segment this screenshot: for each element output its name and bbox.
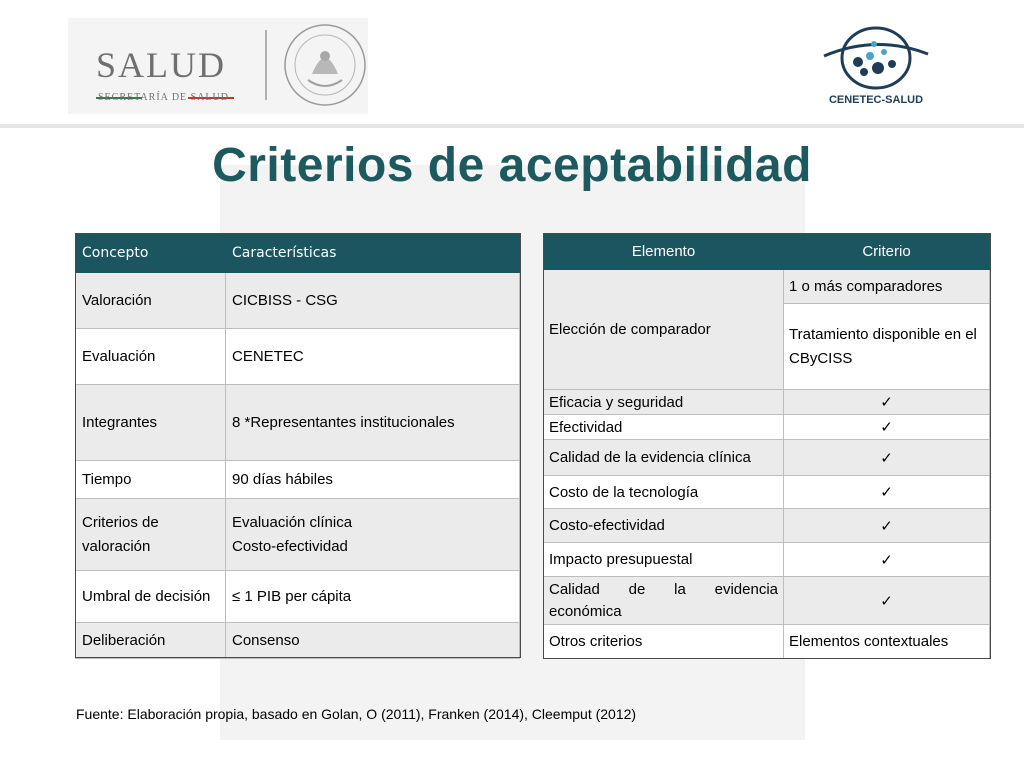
check-icon: ✓ (784, 390, 990, 415)
check-icon: ✓ (784, 577, 990, 625)
logo-divider (265, 30, 267, 100)
page-title: Criterios de aceptabilidad (212, 139, 812, 192)
table-row (544, 476, 990, 509)
concept-cell: Evaluación (76, 329, 226, 385)
table-row (544, 509, 990, 543)
element-cell: Otros criterios (544, 625, 784, 659)
element-cell: Elección de comparador (544, 270, 784, 390)
header-divider (0, 124, 1024, 128)
element-cell (544, 577, 784, 625)
criterion-cell: Tratamiento disponible en el CByCISS (784, 304, 990, 390)
table-row (76, 329, 520, 385)
salud-logo-color-bar (96, 86, 236, 88)
check-icon: ✓ (784, 543, 990, 577)
table-row (544, 543, 990, 577)
concept-table (75, 233, 520, 659)
element-cell: Eficacia y seguridad (544, 390, 784, 415)
element-line: económica (549, 602, 622, 620)
table-row (76, 273, 520, 329)
characteristics-line: Costo-efectividad (232, 537, 348, 555)
criterion-cell: Elementos contextuales (784, 625, 990, 659)
characteristics-cell (226, 499, 520, 571)
salud-logo (68, 18, 368, 114)
characteristics-line: Evaluación clínica (232, 513, 353, 531)
table-row (544, 440, 990, 476)
cenetec-globe-icon (812, 24, 940, 92)
table-row (76, 385, 520, 461)
characteristics-cell: Consenso (226, 623, 520, 659)
element-line: Calidad de la evidencia (549, 580, 778, 598)
characteristics-cell: 90 días hábiles (226, 461, 520, 499)
characteristics-cell: CENETEC (226, 329, 520, 385)
table-row (544, 390, 990, 415)
concept-line: Criterios de (82, 513, 159, 531)
table-row (544, 577, 990, 625)
concept-cell: Valoración (76, 273, 226, 329)
characteristics-cell: CICBISS - CSG (226, 273, 520, 329)
check-icon: ✓ (784, 476, 990, 509)
concept-cell: Integrantes (76, 385, 226, 461)
check-icon: ✓ (784, 415, 990, 440)
characteristics-header: Características (226, 234, 520, 273)
table-row (76, 623, 520, 659)
element-cell: Calidad de la evidencia clínica (544, 440, 784, 476)
table-row (544, 415, 990, 440)
concept-header: Concepto (76, 234, 226, 273)
concept-cell: Deliberación (76, 623, 226, 659)
cenetec-logo (812, 24, 940, 114)
criterion-header: Criterio (784, 234, 990, 270)
concept-cell: Umbral de decisión (76, 571, 226, 623)
cenetec-label: CENETEC-SALUD (828, 94, 924, 106)
element-cell: Costo-efectividad (544, 509, 784, 543)
criterion-cell: 1 o más comparadores (784, 270, 990, 304)
check-icon: ✓ (784, 440, 990, 476)
concept-cell (76, 499, 226, 571)
table-row (76, 461, 520, 499)
criteria-table (543, 233, 990, 659)
header-banner (0, 0, 1024, 124)
salud-logo-title: SALUD (96, 45, 227, 85)
characteristics-cell: 8 *Representantes institucionales (226, 385, 520, 461)
table-row (76, 499, 520, 571)
source-note: Fuente: Elaboración propia, basado en Golan, O (2011), Franken (2014), Cleemput (2012) (76, 706, 637, 722)
element-cell: Impacto presupuestal (544, 543, 784, 577)
element-cell: Costo de la tecnología (544, 476, 784, 509)
table-row (544, 270, 990, 304)
element-cell: Efectividad (544, 415, 784, 440)
element-header: Elemento (544, 234, 784, 270)
salud-logo-subtitle: SECRETARÍA DE SALUD (98, 92, 229, 103)
table-row (76, 571, 520, 623)
table-row (544, 625, 990, 659)
concept-cell: Tiempo (76, 461, 226, 499)
characteristics-cell: ≤ 1 PIB per cápita (226, 571, 520, 623)
concept-line: valoración (82, 537, 151, 555)
mexico-seal-icon (282, 22, 368, 108)
check-icon: ✓ (784, 509, 990, 543)
